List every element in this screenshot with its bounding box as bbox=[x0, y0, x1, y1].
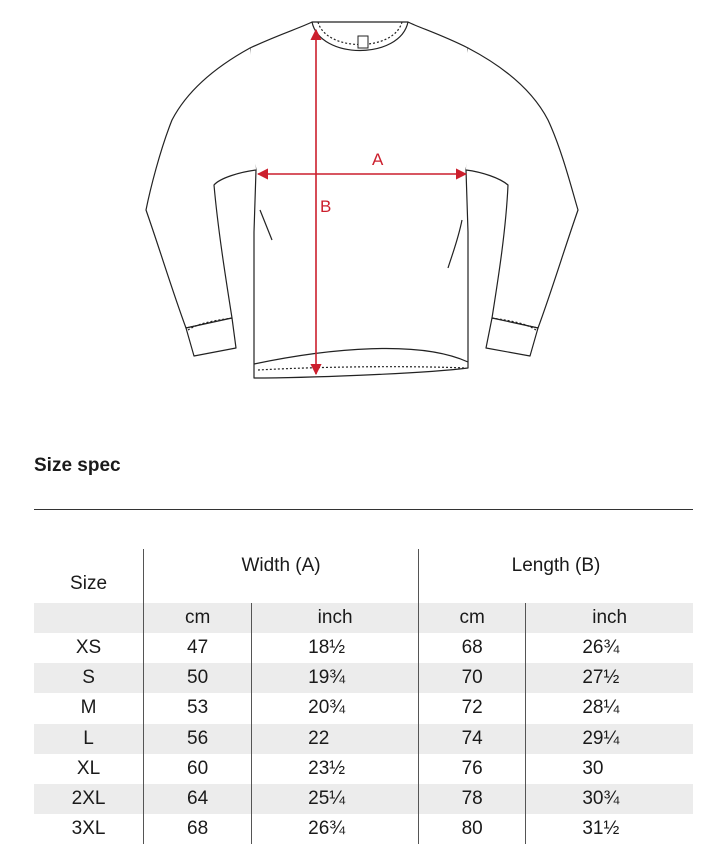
length-cm-cell: 68 bbox=[419, 633, 526, 663]
width-cm-cell: 68 bbox=[144, 814, 252, 844]
size-cell: M bbox=[80, 697, 97, 719]
sweatshirt-measurement-diagram bbox=[0, 0, 722, 400]
size-column-header: Size bbox=[70, 573, 108, 594]
width-inch-cell: 22 bbox=[252, 724, 419, 754]
size-cell: XL bbox=[76, 757, 101, 779]
width-cm-cell: 64 bbox=[144, 784, 252, 814]
sweatshirt-outline bbox=[146, 22, 578, 378]
length-cm-cell: 74 bbox=[419, 724, 526, 754]
width-inch-cell: 25¼ bbox=[252, 784, 419, 814]
length-cm-cell: 76 bbox=[419, 754, 526, 784]
length-inch-cell: 28¼ bbox=[526, 693, 693, 723]
label-b: B bbox=[320, 197, 332, 216]
label-tag-icon bbox=[358, 36, 368, 48]
unit-header-inch: inch bbox=[526, 603, 693, 633]
width-cm-cell: 47 bbox=[144, 633, 252, 663]
length-cm-cell: 70 bbox=[419, 663, 526, 693]
size-cell: L bbox=[34, 724, 144, 754]
unit-header-blank bbox=[34, 603, 144, 633]
width-cm-cell: 60 bbox=[144, 754, 252, 784]
table-row bbox=[34, 754, 693, 784]
unit-header-cm: cm bbox=[419, 603, 526, 633]
length-cm-cell: 78 bbox=[419, 784, 526, 814]
length-inch-cell: 29¼ bbox=[526, 724, 693, 754]
length-inch-cell: 31½ bbox=[526, 814, 693, 844]
size-cell: 3XL bbox=[71, 818, 106, 840]
size-spec-table bbox=[34, 549, 693, 844]
size-cell: XS bbox=[75, 637, 102, 659]
width-inch-cell: 19¾ bbox=[252, 663, 419, 693]
unit-header-inch: inch bbox=[252, 603, 419, 633]
length-inch-cell: 30¾ bbox=[526, 784, 693, 814]
table-group-header-row bbox=[34, 549, 693, 603]
length-inch-cell: 27½ bbox=[526, 663, 693, 693]
width-inch-cell: 23½ bbox=[252, 754, 419, 784]
width-column-header: Width (A) bbox=[144, 549, 419, 603]
length-cm-cell: 72 bbox=[419, 693, 526, 723]
width-inch-cell: 26¾ bbox=[252, 814, 419, 844]
size-cell: 2XL bbox=[34, 784, 144, 814]
unit-header-cm: cm bbox=[144, 603, 252, 633]
section-title: Size spec bbox=[34, 455, 121, 476]
table-row bbox=[34, 814, 693, 844]
label-a: A bbox=[372, 150, 384, 169]
length-inch-cell: 30 bbox=[526, 754, 693, 784]
size-cell: S bbox=[34, 663, 144, 693]
table-row bbox=[34, 663, 693, 693]
table-row bbox=[34, 693, 693, 723]
width-cm-cell: 56 bbox=[144, 724, 252, 754]
divider bbox=[34, 509, 693, 510]
width-inch-cell: 18½ bbox=[252, 633, 419, 663]
table-row bbox=[34, 724, 693, 754]
width-cm-cell: 50 bbox=[144, 663, 252, 693]
table-unit-header-row bbox=[34, 603, 693, 633]
width-cm-cell: 53 bbox=[144, 693, 252, 723]
table-row bbox=[34, 784, 693, 814]
length-inch-cell: 26¾ bbox=[526, 633, 693, 663]
length-column-header: Length (B) bbox=[419, 549, 694, 603]
table-row bbox=[34, 633, 693, 663]
width-inch-cell: 20¾ bbox=[252, 693, 419, 723]
length-cm-cell: 80 bbox=[419, 814, 526, 844]
